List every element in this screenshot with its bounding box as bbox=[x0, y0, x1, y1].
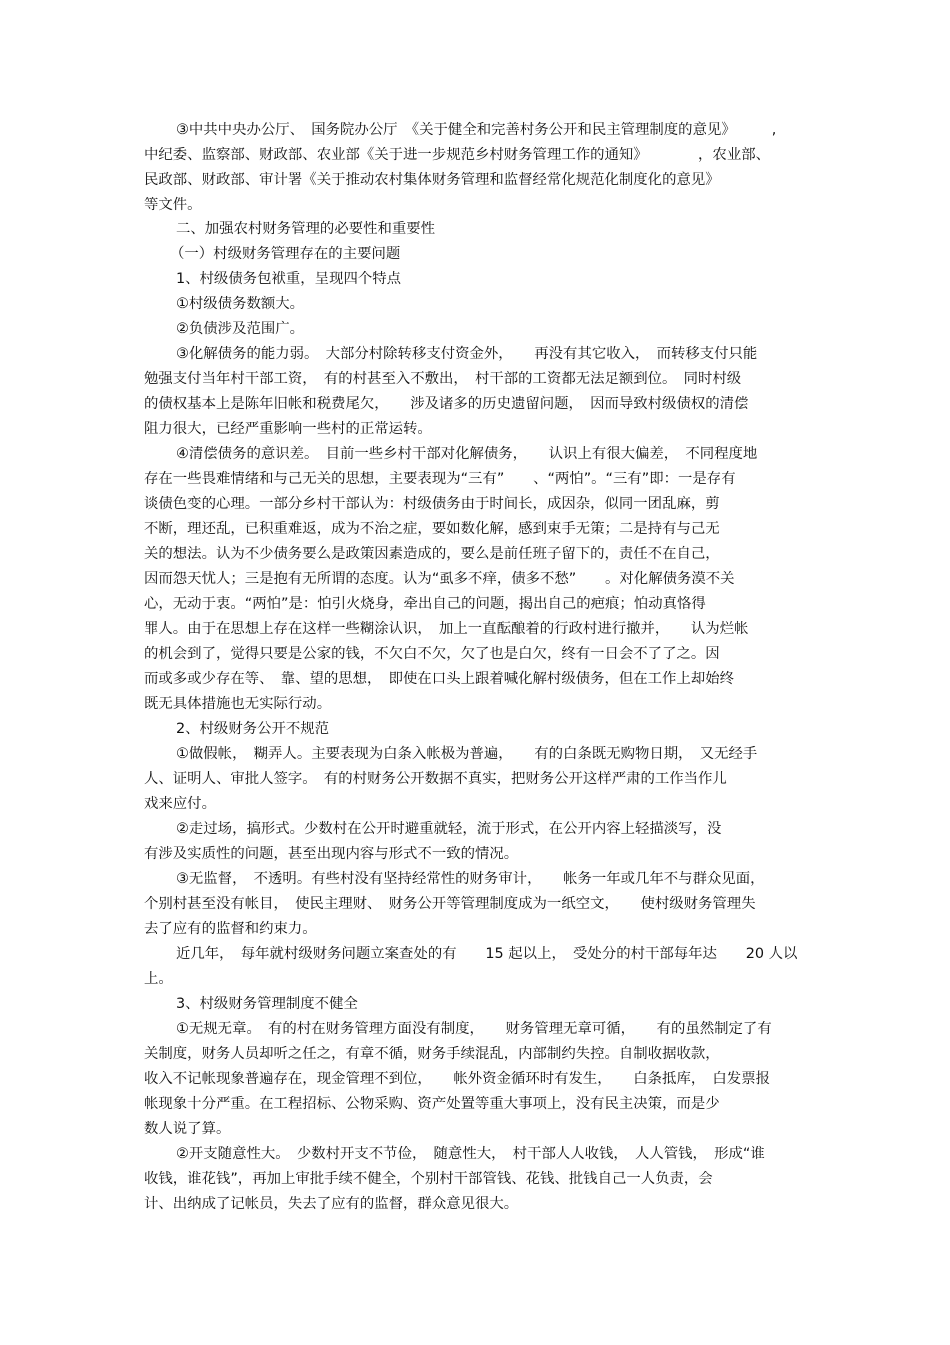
text-line: 近几年， 每年就村级财务问题立案查处的有 15 起以上， 受处分的村干部每年达 20 人以 bbox=[176, 946, 798, 962]
text-line: 存在一些畏难情绪和与己无关的思想，主要表现为“三有” 、“两怕”。“三有”即：一是存有 bbox=[144, 471, 736, 487]
text-line: 的债权基本上是陈年旧帐和税费尾欠， 涉及诸多的历史遗留问题， 因而导致村级债权的清偿 bbox=[144, 396, 749, 412]
text-line: 计、出纳成了记帐员，失去了应有的监督，群众意见很大。 bbox=[144, 1196, 519, 1212]
text-line: 而或多或少存在等、 靠、望的思想， 即使在口头上跟着喊化解村级债务，但在工作上却始终 bbox=[144, 671, 735, 687]
text-line: 人、证明人、审批人签字。 有的村财务公开数据不真实，把财务公开这样严肃的工作当作儿 bbox=[144, 771, 727, 787]
text-line: ①无规无章。 有的村在财务管理方面没有制度， 财务管理无章可循， 有的虽然制定了有 bbox=[176, 1021, 772, 1037]
item-heading: 2、村级财务公开不规范 bbox=[176, 721, 330, 737]
text-line: 个别村甚至没有帐目， 使民主理财、 财务公开等管理制度成为一纸空文， 使村级财务管理失 bbox=[144, 896, 756, 912]
text-line: 关的想法。认为不少债务要么是政策因素造成的，要么是前任班子留下的，责任不在自己， bbox=[144, 546, 720, 562]
text-line: 等文件。 bbox=[144, 197, 202, 213]
text-line: 数人说了算。 bbox=[144, 1121, 231, 1137]
item-heading: 3、村级财务管理制度不健全 bbox=[176, 996, 358, 1012]
text-line: 上。 bbox=[144, 971, 173, 987]
text-line: 既无具体措施也无实际行动。 bbox=[144, 696, 332, 712]
text-line: 民政部、财政部、审计署《关于推动农村集体财务管理和监督经常化规范化制度化的意见》 bbox=[144, 172, 720, 188]
text-line: 罪人。由于在思想上存在这样一些糊涂认识， 加上一直酝酿着的行政村进行撤并， 认为烂帐 bbox=[144, 621, 749, 637]
text-line: 收入不记帐现象普遍存在，现金管理不到位， 帐外资金循环时有发生， 白条抵库， 白发票报 bbox=[144, 1071, 770, 1087]
text-line: 心，无动于衷。“两怕”是：怕引火烧身，牵出自己的问题，揭出自己的疤痕；怕动真恪得 bbox=[144, 596, 706, 612]
text-line: 不断，理还乱，已积重难返，成为不治之症，要如数化解，感到束手无策；二是持有与己无 bbox=[144, 521, 720, 537]
text-line: ①村级债务数额大。 bbox=[176, 296, 305, 312]
text-line: 戏来应付。 bbox=[144, 796, 216, 812]
text-line: 关制度，财务人员却听之任之，有章不循，财务手续混乱，内部制约失控。自制收据收款， bbox=[144, 1046, 720, 1062]
text-line: ②走过场，搞形式。少数村在公开时避重就轻，流于形式，在公开内容上轻描淡写，没 bbox=[176, 821, 722, 837]
text-line: 的机会到了，觉得只要是公家的钱，不欠白不欠，欠了也是白欠，终有一日会不了了之。因 bbox=[144, 646, 720, 662]
text-line: ③无监督， 不透明。有些村没有坚持经常性的财务审计， 帐务一年或几年不与群众见面， bbox=[176, 871, 765, 887]
text-line: 帐现象十分严重。在工程招标、公物采购、资产处置等重大事项上，没有民主决策，而是少 bbox=[144, 1096, 720, 1112]
text-line: 勉强支付当年村干部工资， 有的村甚至入不敷出， 村干部的工资都无法足额到位。 同时村级 bbox=[144, 371, 742, 387]
text-line: 去了应有的监督和约束力。 bbox=[144, 921, 317, 937]
item-heading: 1、村级债务包袱重，呈现四个特点 bbox=[176, 271, 402, 287]
text-line: ②开支随意性大。 少数村开支不节俭， 随意性大， 村干部人人收钱， 人人管钱， 形成“谁 bbox=[176, 1146, 765, 1162]
text-line: ②负债涉及范围广。 bbox=[176, 321, 305, 337]
text-line: ①做假帐， 糊弄人。主要表现为白条入帐极为普遍， 有的白条既无购物日期， 又无经手 bbox=[176, 746, 758, 762]
text-line: 因而怨天忧人；三是抱有无所谓的态度。认为“虱多不痒，债多不愁” 。对化解债务漠不关 bbox=[144, 571, 735, 587]
text-line: ③中共中央办公厅、 国务院办公厅 《关于健全和完善村务公开和民主管理制度的意见》 , bbox=[176, 122, 777, 138]
text-line: ③化解债务的能力弱。 大部分村除转移支付资金外， 再没有其它收入， 而转移支付只能 bbox=[176, 346, 758, 362]
section-heading: 二、加强农村财务管理的必要性和重要性 bbox=[176, 221, 436, 237]
subsection-heading: （一）村级财务管理存在的主要问题 bbox=[170, 246, 401, 262]
text-line: 阻力很大，已经严重影响一些村的正常运转。 bbox=[144, 421, 432, 437]
text-line: 中纪委、监察部、财政部、农业部《关于进一步规范乡村财务管理工作的通知》 ，农业部、 bbox=[144, 147, 770, 163]
text-line: 有涉及实质性的问题，甚至出现内容与形式不一致的情况。 bbox=[144, 846, 519, 862]
text-line: ④清偿债务的意识差。 目前一些乡村干部对化解债务， 认识上有很大偏差， 不同程度地 bbox=[176, 446, 758, 462]
text-line: 谈债色变的心理。一部分乡村干部认为：村级债务由于时间长，成因杂，似同一团乱麻，剪 bbox=[144, 496, 720, 512]
text-line: 收钱，谁花钱”，再加上审批手续不健全，个别村干部管钱、花钱、批钱自己一人负责，会 bbox=[144, 1171, 713, 1187]
